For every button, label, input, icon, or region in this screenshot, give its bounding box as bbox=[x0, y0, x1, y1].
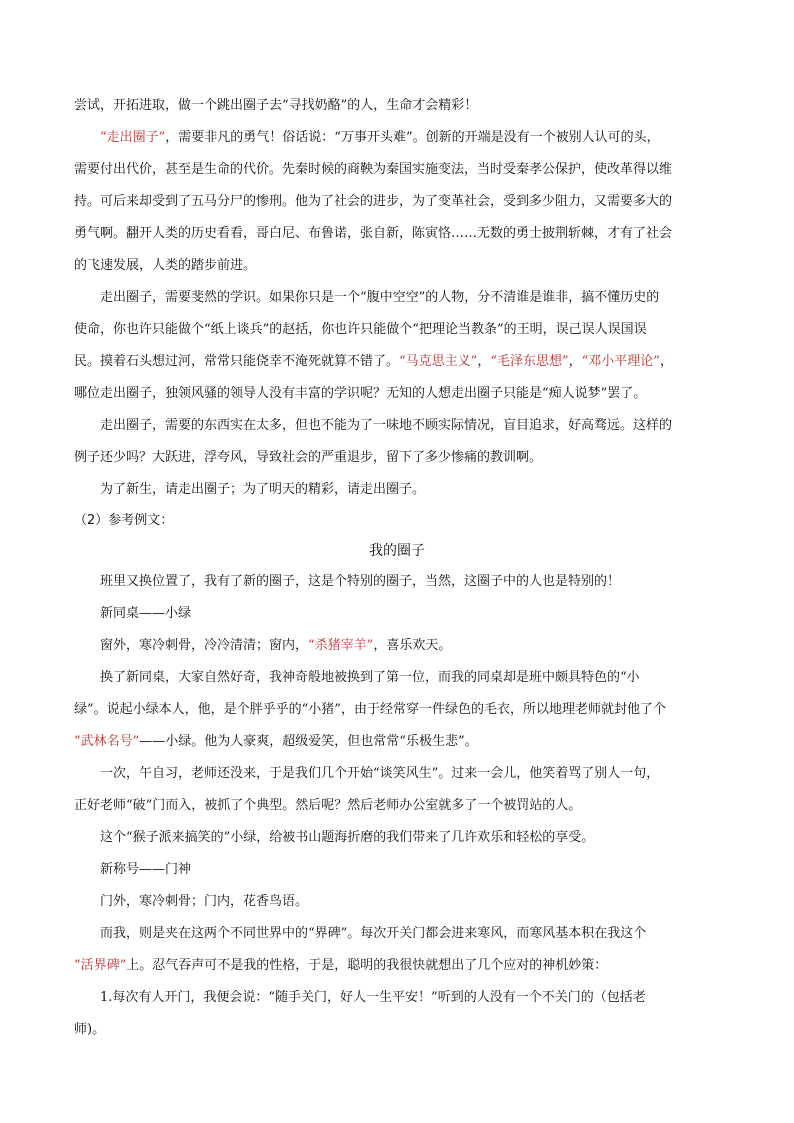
section-label bbox=[74, 513, 726, 528]
text-run: ，喜乐欢天。 bbox=[373, 638, 452, 653]
paragraph-line bbox=[74, 226, 726, 241]
text-run: 为了新生，请走出圈子；为了明天的精彩，请走出圈子。 bbox=[100, 482, 426, 497]
text-run: 勇气啊。翻开人类的历史看看，哥白尼、布鲁诺，张自新，陈寅恪……无数的勇士披荆斩棘，才有了社会 bbox=[74, 226, 673, 241]
emphasis-run: “武林名号” bbox=[74, 734, 140, 749]
text-run: 绿”。说起小绿本人，他，是个胖乎乎的“小猪”，由于经常穿一件绿色的毛衣，所以地理老师就封他了个 bbox=[74, 702, 666, 717]
text-run: 持。可后来却受到了五马分尸的惨刑。他为了社会的进步，为了变革社会，受到多少阻力，又需要多大的 bbox=[74, 194, 673, 209]
text-run: 师)。 bbox=[74, 1022, 106, 1037]
text-run: 正好老师“破”门而入，被抓了个典型。然后呢？然后老师办公室就多了一个被罚站的人。 bbox=[74, 798, 582, 813]
paragraph-line bbox=[74, 702, 726, 717]
text-run: 尝试，开拓进取，做一个跳出圈子去“寻找奶酪”的人，生命才会精彩！ bbox=[74, 98, 478, 113]
paragraph-line bbox=[74, 162, 726, 177]
text-run: 窗外，寒冷刺骨，冷冷清清；窗内， bbox=[100, 638, 309, 653]
subheading bbox=[100, 606, 726, 621]
text-run: ，需要非凡的勇气！俗话说：“万事开头难”。创新的开端是没有一个被别人认可的头， bbox=[165, 130, 660, 145]
text-run: ——小绿。他为人豪爽，超级爱笑，但也常常“乐极生悲”。 bbox=[139, 734, 478, 749]
text-run: 的飞速发展，人类的踏步前进。 bbox=[74, 258, 257, 273]
paragraph-line bbox=[100, 766, 726, 781]
text-run: 走出圈子，需要的东西实在太多，但也不能为了一味地不顾实际情况，盲目追求，好高骛远。这样的 bbox=[100, 418, 673, 433]
text-run: 换了新同桌，大家自然好奇，我神奇般地被换到了第一位，而我的同桌却是班中颇具特色的“小 bbox=[100, 670, 640, 685]
text-run: 例子还少吗？大跃进，浮夸风，导致社会的严重退步，留下了多少惨痛的教训啊。 bbox=[74, 450, 543, 465]
paragraph-line bbox=[74, 322, 726, 337]
paragraph-line bbox=[100, 670, 726, 685]
paragraph-line bbox=[100, 418, 726, 433]
paragraph-line bbox=[74, 1022, 726, 1037]
paragraph-line bbox=[100, 830, 726, 845]
paragraph-line bbox=[74, 958, 726, 973]
text-run: 需要付出代价，甚至是生命的代价。先秦时候的商鞅为秦国实施变法，当时受秦孝公保护，使改革得以维 bbox=[74, 162, 673, 177]
text-run: 这个“猴子派来搞笑的”小绿，给被书山题海折磨的我们带来了几许欢乐和轻松的享受。 bbox=[100, 830, 595, 845]
text-run: 哪位走出圈子，独领风骚的领导人没有丰富的学识呢？无知的人想走出圈子只能是“痴人说梦”罢了。 bbox=[74, 386, 647, 401]
text-run: ， bbox=[659, 354, 673, 369]
text-run: 上。忍气吞声可不是我的性格，于是，聪明的我很快就想出了几个应对的神机妙策： bbox=[126, 958, 608, 973]
paragraph-line bbox=[100, 130, 726, 145]
paragraph-line bbox=[100, 894, 726, 909]
subheading bbox=[100, 862, 726, 877]
text-run: 而我，则是夹在这两个不同世界中的“界碑”。每次开关门都会进来寒风，而寒风基本积在我这个 bbox=[100, 926, 647, 941]
paragraph-line bbox=[74, 258, 726, 273]
text-run: ， bbox=[477, 354, 491, 369]
paragraph-line bbox=[74, 98, 726, 113]
essay-title: 我的圈子 bbox=[369, 543, 425, 559]
emphasis-run: “邓小平理论” bbox=[581, 354, 660, 369]
paragraph-line bbox=[100, 638, 726, 653]
text-run: 班里又换位置了，我有了新的圈子，这是个特别的圈子，当然，这圈子中的人也是特别的！ bbox=[100, 574, 621, 589]
text-run: 使命，你也许只能做个“纸上谈兵”的赵括，你也许只能做个“把理论当教条”的王明，误己误人误国误 bbox=[74, 322, 647, 337]
text-run: 走出圈子，需要斐然的学识。如果你只是一个“腹中空空”的人物，分不清谁是谁非，搞不懂历史的 bbox=[100, 290, 660, 305]
paragraph-line bbox=[74, 798, 726, 813]
emphasis-run: “毛泽东思想” bbox=[490, 354, 569, 369]
emphasis-run: “走出圈子” bbox=[100, 130, 166, 145]
text-run: （2）参考例文： bbox=[74, 513, 174, 528]
paragraph-line bbox=[74, 354, 726, 369]
emphasis-run: “杀猪宰羊” bbox=[308, 638, 374, 653]
text-run: 民。摸着石头想过河，常常只能侥幸不淹死就算不错了。 bbox=[74, 354, 400, 369]
emphasis-run: “活界碑” bbox=[74, 958, 127, 973]
text-run: 一次，午自习，老师还没来，于是我们几个开始“谈笑风生”。过来一会儿，他笑着骂了别人一句， bbox=[100, 766, 660, 781]
text-run: ， bbox=[568, 354, 582, 369]
text-run: 1.每次有人开门，我便会说：“随手关门，好人一生平安！”听到的人没有一个不关门的（包括老 bbox=[100, 990, 646, 1005]
text-run: 新称号——门神 bbox=[100, 862, 192, 877]
paragraph-line bbox=[74, 386, 726, 401]
list-item bbox=[100, 990, 726, 1005]
paragraph-line bbox=[74, 194, 726, 209]
paragraph-line bbox=[100, 290, 726, 305]
text-run: 门外，寒冷刺骨；门内，花香鸟语。 bbox=[100, 894, 309, 909]
paragraph-line bbox=[100, 926, 726, 941]
emphasis-run: “马克思主义” bbox=[399, 354, 478, 369]
paragraph-line bbox=[100, 574, 726, 589]
paragraph-line bbox=[74, 450, 726, 465]
paragraph-line bbox=[74, 734, 726, 749]
paragraph-line bbox=[100, 482, 726, 497]
text-run: 新同桌——小绿 bbox=[100, 606, 192, 621]
